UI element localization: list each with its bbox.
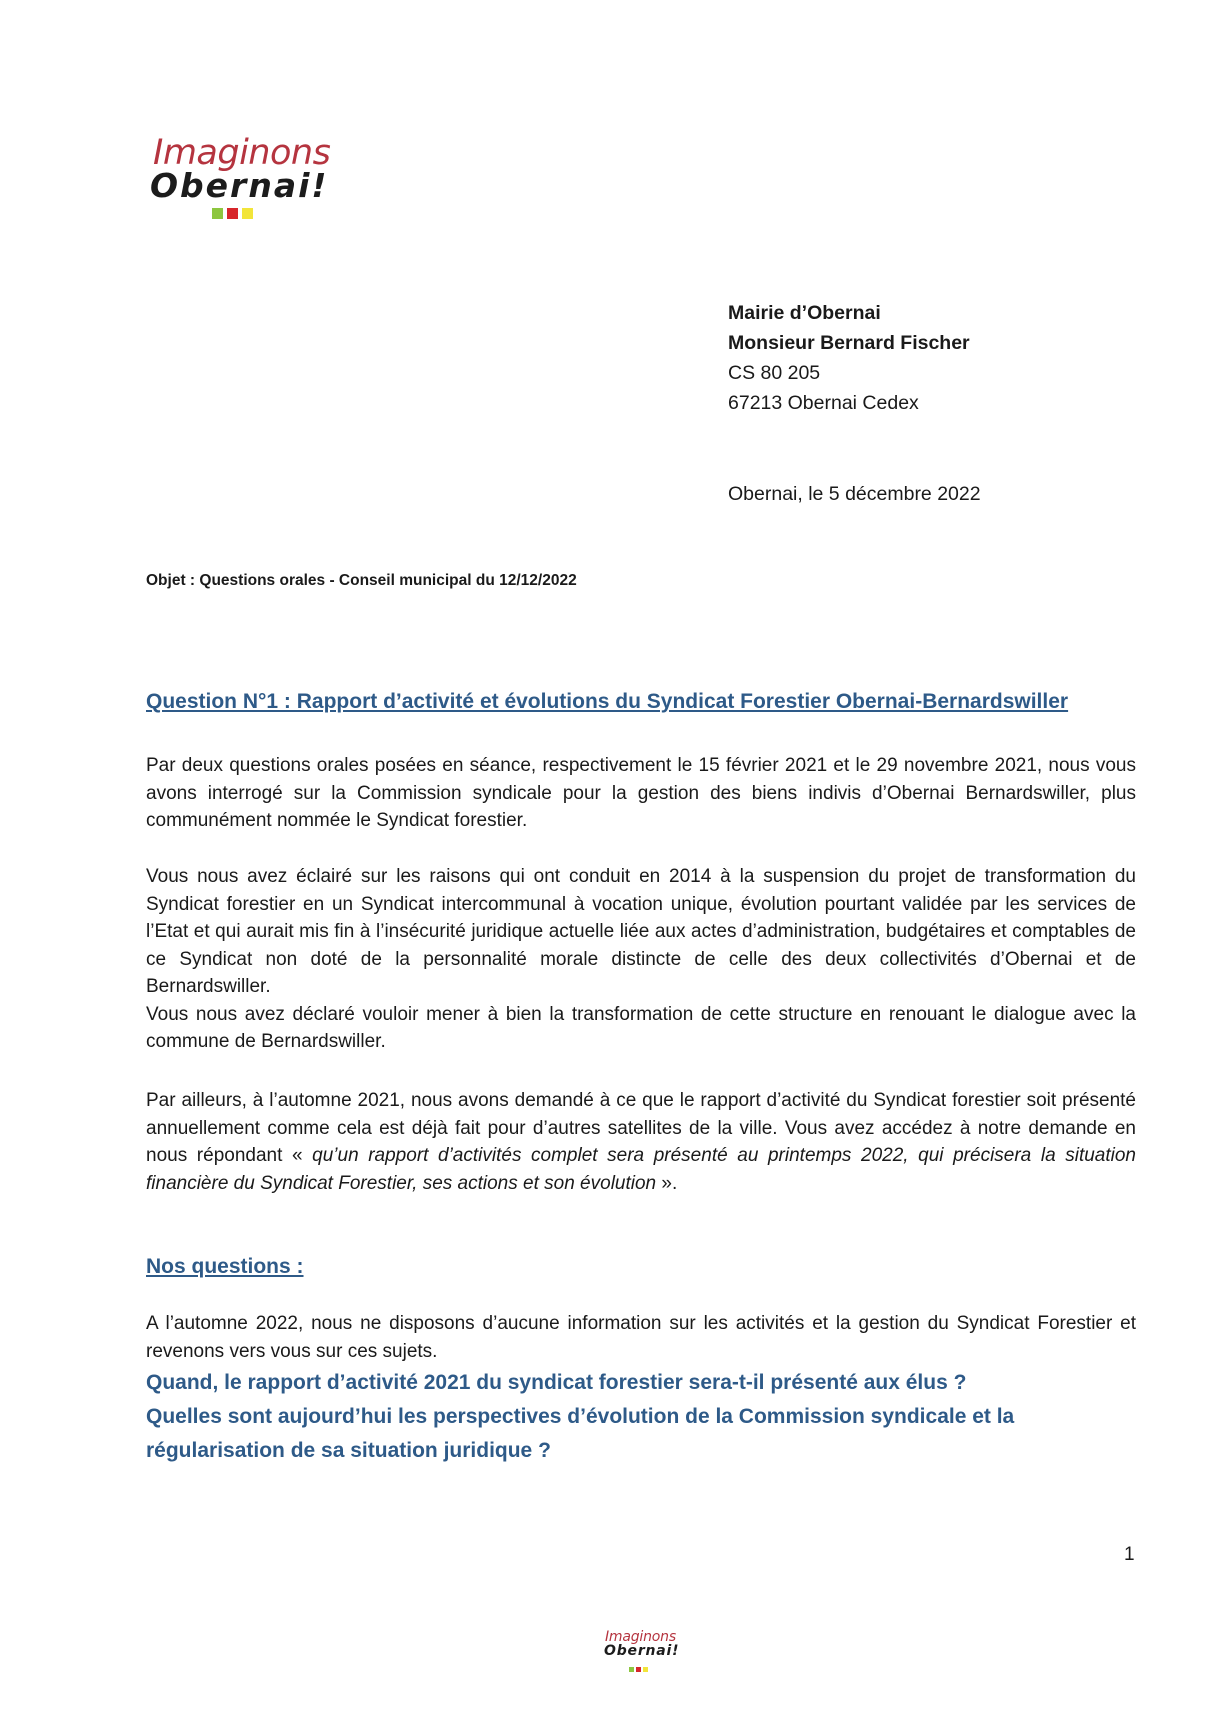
- paragraph-3-quote: qu’un rapport d’activités complet sera présenté au printemps 2022, qui précisera la situation financière du Syndicat Forestier, ses actions et son évolution: [146, 1145, 1136, 1194]
- paragraph-3: [146, 1087, 1136, 1197]
- logo-word-obernai: Obernai: [150, 166, 312, 205]
- paragraph-1: Par deux questions orales posées en séance, respectivement le 15 février 2021 et le 29 novembre 2021, nous vous avons interrogé sur la Commission syndicale pour la gestion des biens indivis d’Obernai Bernardswiller, plus communément nommée le Syndicat forestier.: [146, 755, 1136, 831]
- paragraph-2a: Vous nous avez éclairé sur les raisons qui ont conduit en 2014 à la suspension du projet de transformation du Syndicat forestier en un Syndicat intercommunal à vocation unique, évolution pourtant validée par les services de l’Etat et qui aurait mis fin à l’insécurité juridique actuelle liée aux actes d’administration, budgétaires et comptables de ce Syndicat non doté de la personnalité morale distincte de celle des deux collectivités d’Obernai et de Bernardswiller.: [146, 866, 1136, 997]
- question-1-heading: Question N°1 : Rapport d’activité et évolutions du Syndicat Forestier Obernai-Bernardswiller: [146, 690, 1069, 713]
- nos-questions-heading: Nos questions :: [146, 1255, 304, 1278]
- logo-square-red: [227, 208, 238, 219]
- footer-logo-line-imaginons: Imaginons: [605, 1629, 676, 1645]
- page-number: 1: [1124, 1544, 1135, 1565]
- asked-question-2: Quelles sont aujourd’hui les perspectives d’évolution de la Commission syndicale et la régularisation de sa situation juridique ?: [146, 1405, 1015, 1462]
- footer-logo-color-squares: [604, 1659, 679, 1677]
- recipient-line-1: Mairie d’Obernai: [728, 302, 881, 324]
- footer-logo-imaginons-obernai: [604, 1630, 679, 1677]
- recipient-line-3: CS 80 205: [728, 362, 821, 384]
- asked-question-1: Quand, le rapport d’activité 2021 du syndicat forestier sera-t-il présenté aux élus ?: [146, 1371, 967, 1394]
- recipient-line-4: 67213 Obernai Cedex: [728, 392, 919, 414]
- footer-logo-word-obernai: Obernai: [604, 1643, 673, 1659]
- recipient-address: [728, 298, 970, 418]
- paragraph-4: A l’automne 2022, nous ne disposons d’aucune information sur les activités et la gestion du Syndicat Forestier et revenons vers vous sur ces sujets.: [146, 1313, 1136, 1362]
- paragraph-2b: Vous nous avez déclaré vouloir mener à bien la transformation de cette structure en renouant le dialogue avec la commune de Bernardswiller.: [146, 1003, 1136, 1052]
- footer-logo-line-obernai: [604, 1644, 679, 1658]
- letter-subject: Objet : Questions orales - Conseil municipal du 12/12/2022: [146, 572, 577, 589]
- recipient-line-2: Monsieur Bernard Fischer: [728, 332, 970, 354]
- logo-square-green: [212, 208, 223, 219]
- logo-line-obernai: [150, 166, 330, 205]
- paragraph-3-end: ».: [656, 1172, 678, 1194]
- logo-square-yellow: [242, 208, 253, 219]
- paragraph-3-start: Par ailleurs, à l’automne 2021, nous avons demandé à ce que le rapport d’activité du Syndicat forestier soit présenté annuellement comme cela est déjà fait pour d’autres satellites de la ville. Vous avez accédez à notre demande en nous répondant «: [146, 1090, 1136, 1166]
- footer-logo-exclamation: !: [672, 1643, 680, 1659]
- logo-exclamation: !: [311, 166, 329, 205]
- footer-logo-square-red: [636, 1667, 641, 1672]
- paragraph-2: [146, 863, 1136, 1056]
- footer-logo-square-green: [629, 1667, 634, 1672]
- footer-logo-square-yellow: [643, 1667, 648, 1672]
- logo-imaginons-obernai: [150, 133, 331, 224]
- logo-color-squares: [150, 206, 330, 224]
- logo-line-imaginons: Imaginons: [153, 133, 331, 173]
- letter-date: Obernai, le 5 décembre 2022: [728, 483, 981, 505]
